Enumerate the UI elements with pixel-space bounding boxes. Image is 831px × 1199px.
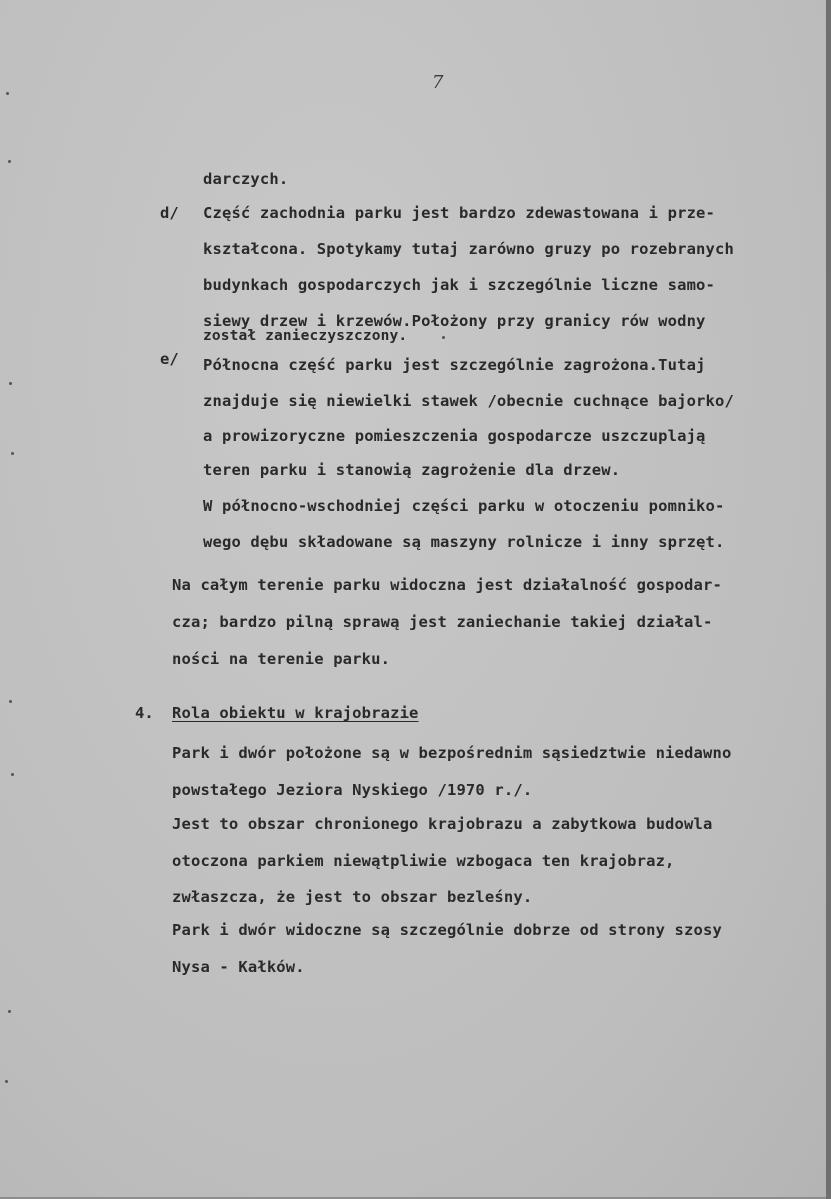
list-marker-d: d/ (160, 204, 179, 222)
text-line: budynkach gospodarczych jak i szczególnie liczne samo- (203, 276, 716, 294)
page-edge (826, 0, 831, 1199)
text-line: Jest to obszar chronionego krajobrazu a zabytkowa budowla (172, 815, 713, 833)
scan-speck (8, 1010, 11, 1013)
text-line: Na całym terenie parku widoczna jest działalność gospodar- (172, 576, 722, 594)
list-marker-e: e/ (160, 350, 179, 368)
text-line: cza; bardzo pilną sprawą jest zaniechanie takiej działal- (172, 613, 713, 631)
text-line: kształcona. Spotykamy tutaj zarówno gruzy po rozebranych (203, 240, 734, 258)
section-number: 4. (135, 704, 154, 722)
text-line: Część zachodnia parku jest bardzo zdewastowana i prze- (203, 204, 716, 222)
text-line: Nysa - Kałków. (172, 958, 305, 976)
text-line: zwłaszcza, że jest to obszar bezleśny. (172, 888, 533, 906)
text-line: został zanieczyszczony. (203, 328, 408, 344)
text-line: ności na terenie parku. (172, 650, 391, 668)
text-line: Park i dwór położone są w bezpośrednim sąsiedztwie niedawno (172, 744, 732, 762)
scan-speck (5, 1080, 8, 1083)
text-line: znajduje się niewielki stawek /obecnie cuchnące bajorko/ (203, 392, 734, 410)
page-number: 7 (432, 72, 444, 93)
text-line: siewy drzew i krzewów.Położony przy granicy rów wodny (203, 312, 706, 330)
text-line: otoczona parkiem niewątpliwie wzbogaca ten krajobraz, (172, 852, 675, 870)
text-line: a prowizoryczne pomieszczenia gospodarcze uszczuplają (203, 427, 706, 445)
scan-speck (9, 382, 12, 385)
text-line: teren parku i stanowią zagrożenie dla drzew. (203, 461, 621, 479)
text-line: darczych. (203, 170, 289, 188)
section-heading: Rola obiektu w krajobrazie (172, 704, 419, 722)
scan-speck (8, 160, 11, 163)
scan-speck (9, 700, 12, 703)
scan-speck (11, 452, 14, 455)
text-line: Północna część parku jest szczególnie zagrożona.Tutaj (203, 356, 706, 374)
text-line: powstałego Jeziora Nyskiego /1970 r./. (172, 781, 533, 799)
scan-speck (6, 92, 9, 95)
scan-speck (442, 336, 445, 339)
text-line: wego dębu składowane są maszyny rolnicze i inny sprzęt. (203, 533, 725, 551)
scan-speck (11, 773, 14, 776)
text-line: W północno-wschodniej części parku w otoczeniu pomniko- (203, 497, 725, 515)
text-line: Park i dwór widoczne są szczególnie dobrze od strony szosy (172, 921, 722, 939)
